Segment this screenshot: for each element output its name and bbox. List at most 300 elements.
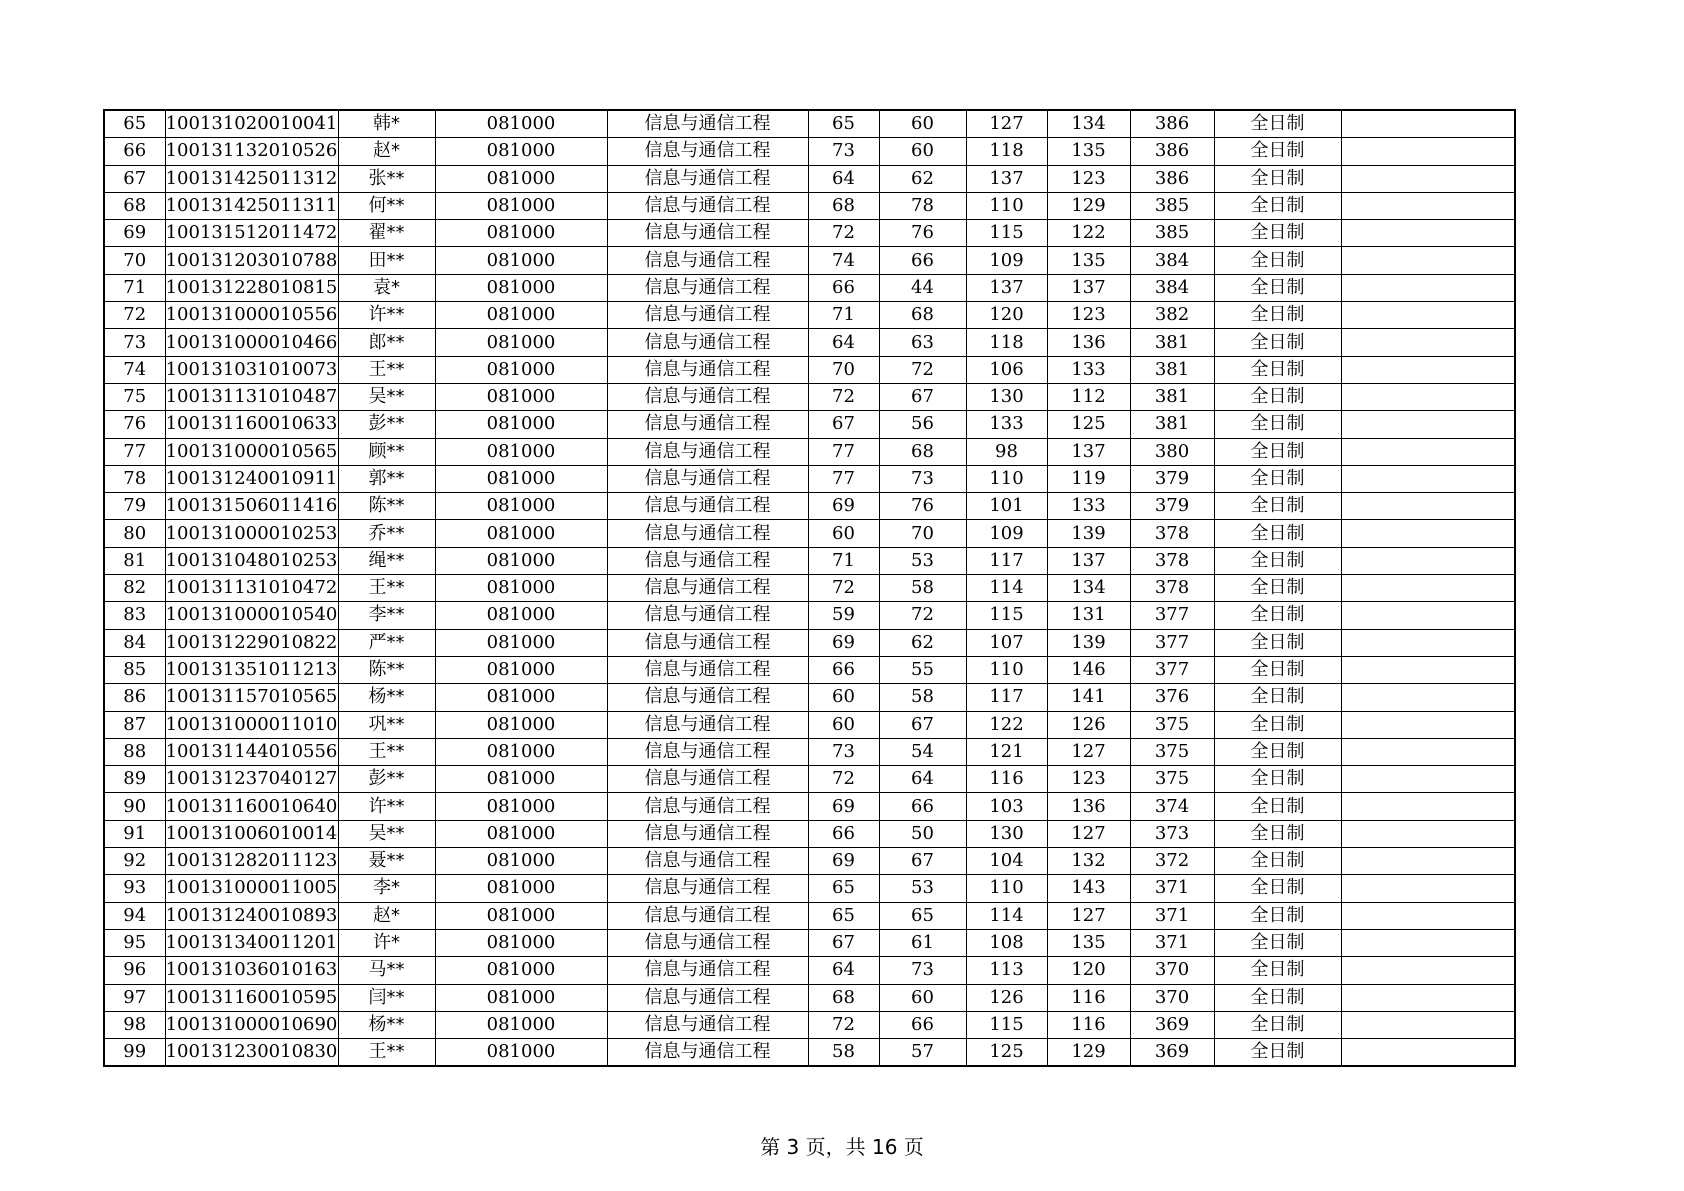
cell-score-politics: 66 — [808, 820, 879, 847]
cell-score-math: 137 — [966, 165, 1047, 192]
cell-score-politics: 59 — [808, 602, 879, 629]
cell-remarks — [1341, 438, 1515, 465]
cell-row-index: 86 — [104, 684, 165, 711]
cell-study-mode: 全日制 — [1214, 820, 1341, 847]
cell-score-english: 64 — [879, 766, 966, 793]
cell-score-total: 380 — [1130, 438, 1214, 465]
cell-row-index: 92 — [104, 848, 165, 875]
cell-row-index: 81 — [104, 547, 165, 574]
cell-score-english: 61 — [879, 929, 966, 956]
cell-exam-id: 100131000011005 — [165, 875, 338, 902]
cell-exam-id: 100131131010472 — [165, 575, 338, 602]
cell-remarks — [1341, 383, 1515, 410]
cell-score-math: 103 — [966, 793, 1047, 820]
cell-remarks — [1341, 520, 1515, 547]
table-row — [104, 383, 1515, 410]
cell-study-mode: 全日制 — [1214, 520, 1341, 547]
cell-major-name: 信息与通信工程 — [607, 1039, 808, 1067]
cell-score-total: 377 — [1130, 602, 1214, 629]
cell-remarks — [1341, 957, 1515, 984]
cell-row-index: 65 — [104, 110, 165, 138]
cell-score-total: 382 — [1130, 302, 1214, 329]
cell-major-name: 信息与通信工程 — [607, 875, 808, 902]
cell-name: 乔** — [338, 520, 435, 547]
cell-remarks — [1341, 656, 1515, 683]
cell-score-english: 60 — [879, 138, 966, 165]
cell-score-total: 375 — [1130, 766, 1214, 793]
cell-row-index: 90 — [104, 793, 165, 820]
cell-remarks — [1341, 575, 1515, 602]
cell-score-politics: 68 — [808, 984, 879, 1011]
cell-major-code: 081000 — [435, 438, 607, 465]
cell-score-professional: 146 — [1047, 656, 1130, 683]
cell-name: 吴** — [338, 820, 435, 847]
cell-row-index: 75 — [104, 383, 165, 410]
cell-exam-id: 100131240010893 — [165, 902, 338, 929]
cell-score-professional: 135 — [1047, 929, 1130, 956]
table-row — [104, 929, 1515, 956]
cell-name: 王** — [338, 738, 435, 765]
cell-study-mode: 全日制 — [1214, 110, 1341, 138]
cell-major-name: 信息与通信工程 — [607, 984, 808, 1011]
cell-score-english: 62 — [879, 629, 966, 656]
cell-remarks — [1341, 138, 1515, 165]
cell-name: 马** — [338, 957, 435, 984]
cell-score-politics: 67 — [808, 929, 879, 956]
cell-row-index: 74 — [104, 356, 165, 383]
cell-score-total: 377 — [1130, 629, 1214, 656]
cell-row-index: 89 — [104, 766, 165, 793]
cell-score-professional: 139 — [1047, 520, 1130, 547]
cell-score-professional: 135 — [1047, 247, 1130, 274]
cell-score-english: 63 — [879, 329, 966, 356]
cell-major-code: 081000 — [435, 929, 607, 956]
cell-score-english: 72 — [879, 356, 966, 383]
cell-score-politics: 64 — [808, 165, 879, 192]
cell-score-politics: 69 — [808, 493, 879, 520]
cell-remarks — [1341, 192, 1515, 219]
cell-study-mode: 全日制 — [1214, 438, 1341, 465]
cell-exam-id: 100131048010253 — [165, 547, 338, 574]
cell-score-english: 76 — [879, 220, 966, 247]
cell-score-politics: 77 — [808, 438, 879, 465]
cell-score-math: 115 — [966, 220, 1047, 247]
cell-score-professional: 131 — [1047, 602, 1130, 629]
cell-score-math: 98 — [966, 438, 1047, 465]
cell-study-mode: 全日制 — [1214, 274, 1341, 301]
cell-major-code: 081000 — [435, 329, 607, 356]
cell-remarks — [1341, 329, 1515, 356]
cell-score-professional: 112 — [1047, 383, 1130, 410]
cell-exam-id: 100131340011201 — [165, 929, 338, 956]
cell-study-mode: 全日制 — [1214, 629, 1341, 656]
cell-score-total: 381 — [1130, 383, 1214, 410]
table-row — [104, 711, 1515, 738]
cell-score-professional: 132 — [1047, 848, 1130, 875]
cell-remarks — [1341, 766, 1515, 793]
cell-exam-id: 100131230010830 — [165, 1039, 338, 1067]
table-row — [104, 875, 1515, 902]
cell-exam-id: 100131425011311 — [165, 192, 338, 219]
cell-remarks — [1341, 820, 1515, 847]
cell-name: 郎** — [338, 329, 435, 356]
cell-exam-id: 100131031010073 — [165, 356, 338, 383]
cell-score-math: 109 — [966, 247, 1047, 274]
cell-name: 田** — [338, 247, 435, 274]
cell-score-math: 130 — [966, 383, 1047, 410]
cell-score-politics: 66 — [808, 656, 879, 683]
cell-score-total: 371 — [1130, 902, 1214, 929]
cell-score-professional: 123 — [1047, 165, 1130, 192]
cell-study-mode: 全日制 — [1214, 356, 1341, 383]
cell-score-english: 58 — [879, 575, 966, 602]
cell-score-professional: 129 — [1047, 1039, 1130, 1067]
cell-study-mode: 全日制 — [1214, 220, 1341, 247]
cell-name: 聂** — [338, 848, 435, 875]
table-row — [104, 438, 1515, 465]
cell-row-index: 85 — [104, 656, 165, 683]
cell-name: 韩* — [338, 110, 435, 138]
cell-score-english: 78 — [879, 192, 966, 219]
cell-remarks — [1341, 110, 1515, 138]
cell-name: 赵* — [338, 138, 435, 165]
cell-major-name: 信息与通信工程 — [607, 902, 808, 929]
cell-score-math: 107 — [966, 629, 1047, 656]
cell-major-name: 信息与通信工程 — [607, 520, 808, 547]
cell-score-math: 127 — [966, 110, 1047, 138]
cell-score-english: 65 — [879, 902, 966, 929]
cell-score-politics: 67 — [808, 411, 879, 438]
cell-score-professional: 139 — [1047, 629, 1130, 656]
cell-score-politics: 74 — [808, 247, 879, 274]
table-row — [104, 738, 1515, 765]
cell-score-politics: 64 — [808, 957, 879, 984]
cell-major-code: 081000 — [435, 656, 607, 683]
cell-major-name: 信息与通信工程 — [607, 411, 808, 438]
cell-exam-id: 100131237040127 — [165, 766, 338, 793]
cell-major-name: 信息与通信工程 — [607, 738, 808, 765]
cell-major-code: 081000 — [435, 356, 607, 383]
cell-study-mode: 全日制 — [1214, 247, 1341, 274]
cell-name: 杨** — [338, 1011, 435, 1038]
cell-score-total: 386 — [1130, 110, 1214, 138]
table-row — [104, 1039, 1515, 1067]
cell-row-index: 96 — [104, 957, 165, 984]
cell-major-code: 081000 — [435, 302, 607, 329]
cell-name: 许** — [338, 793, 435, 820]
cell-exam-id: 100131000011010 — [165, 711, 338, 738]
table-row — [104, 329, 1515, 356]
cell-exam-id: 100131203010788 — [165, 247, 338, 274]
cell-score-politics: 65 — [808, 902, 879, 929]
cell-score-professional: 141 — [1047, 684, 1130, 711]
cell-row-index: 71 — [104, 274, 165, 301]
cell-row-index: 94 — [104, 902, 165, 929]
cell-row-index: 84 — [104, 629, 165, 656]
cell-row-index: 80 — [104, 520, 165, 547]
cell-remarks — [1341, 165, 1515, 192]
cell-score-total: 386 — [1130, 165, 1214, 192]
cell-name: 袁* — [338, 274, 435, 301]
cell-score-english: 55 — [879, 656, 966, 683]
cell-remarks — [1341, 1011, 1515, 1038]
cell-remarks — [1341, 711, 1515, 738]
cell-score-total: 386 — [1130, 138, 1214, 165]
cell-score-english: 68 — [879, 438, 966, 465]
cell-major-name: 信息与通信工程 — [607, 766, 808, 793]
cell-name: 彭** — [338, 766, 435, 793]
cell-major-name: 信息与通信工程 — [607, 957, 808, 984]
cell-score-english: 56 — [879, 411, 966, 438]
cell-score-math: 109 — [966, 520, 1047, 547]
cell-name: 张** — [338, 165, 435, 192]
cell-score-total: 371 — [1130, 875, 1214, 902]
cell-major-code: 081000 — [435, 493, 607, 520]
cell-score-math: 125 — [966, 1039, 1047, 1067]
cell-name: 陈** — [338, 493, 435, 520]
cell-score-politics: 70 — [808, 356, 879, 383]
cell-name: 何** — [338, 192, 435, 219]
cell-score-politics: 72 — [808, 766, 879, 793]
table-row — [104, 165, 1515, 192]
cell-score-politics: 65 — [808, 875, 879, 902]
cell-study-mode: 全日制 — [1214, 547, 1341, 574]
cell-row-index: 72 — [104, 302, 165, 329]
cell-row-index: 77 — [104, 438, 165, 465]
table-row — [104, 1011, 1515, 1038]
cell-major-name: 信息与通信工程 — [607, 684, 808, 711]
cell-score-politics: 58 — [808, 1039, 879, 1067]
cell-exam-id: 100131351011213 — [165, 656, 338, 683]
cell-major-code: 081000 — [435, 684, 607, 711]
cell-study-mode: 全日制 — [1214, 165, 1341, 192]
table-row — [104, 984, 1515, 1011]
table-row — [104, 957, 1515, 984]
cell-study-mode: 全日制 — [1214, 875, 1341, 902]
cell-remarks — [1341, 547, 1515, 574]
page-footer: 第 3 页，共 16 页 — [760, 1135, 924, 1159]
cell-score-total: 376 — [1130, 684, 1214, 711]
cell-major-code: 081000 — [435, 411, 607, 438]
cell-score-english: 50 — [879, 820, 966, 847]
cell-major-name: 信息与通信工程 — [607, 110, 808, 138]
cell-study-mode: 全日制 — [1214, 793, 1341, 820]
cell-major-code: 081000 — [435, 766, 607, 793]
cell-score-professional: 136 — [1047, 793, 1130, 820]
cell-remarks — [1341, 984, 1515, 1011]
cell-major-code: 081000 — [435, 984, 607, 1011]
cell-major-code: 081000 — [435, 902, 607, 929]
cell-score-total: 374 — [1130, 793, 1214, 820]
cell-score-math: 114 — [966, 902, 1047, 929]
cell-exam-id: 100131160010595 — [165, 984, 338, 1011]
cell-score-professional: 137 — [1047, 547, 1130, 574]
cell-score-politics: 65 — [808, 110, 879, 138]
cell-score-professional: 116 — [1047, 1011, 1130, 1038]
cell-major-name: 信息与通信工程 — [607, 329, 808, 356]
cell-score-politics: 60 — [808, 520, 879, 547]
cell-major-name: 信息与通信工程 — [607, 220, 808, 247]
cell-score-total: 385 — [1130, 220, 1214, 247]
cell-score-professional: 137 — [1047, 438, 1130, 465]
cell-major-name: 信息与通信工程 — [607, 356, 808, 383]
cell-major-name: 信息与通信工程 — [607, 629, 808, 656]
cell-score-math: 122 — [966, 711, 1047, 738]
cell-name: 赵* — [338, 902, 435, 929]
cell-major-name: 信息与通信工程 — [607, 138, 808, 165]
cell-major-code: 081000 — [435, 465, 607, 492]
cell-major-code: 081000 — [435, 383, 607, 410]
cell-remarks — [1341, 274, 1515, 301]
cell-remarks — [1341, 793, 1515, 820]
cell-name: 王** — [338, 356, 435, 383]
table-row — [104, 138, 1515, 165]
cell-score-math: 110 — [966, 465, 1047, 492]
cell-major-code: 081000 — [435, 629, 607, 656]
cell-major-name: 信息与通信工程 — [607, 302, 808, 329]
cell-score-professional: 133 — [1047, 493, 1130, 520]
cell-study-mode: 全日制 — [1214, 575, 1341, 602]
cell-score-politics: 71 — [808, 547, 879, 574]
cell-name: 许** — [338, 302, 435, 329]
cell-score-professional: 125 — [1047, 411, 1130, 438]
cell-exam-id: 100131000010253 — [165, 520, 338, 547]
table-row — [104, 656, 1515, 683]
table-row — [104, 110, 1515, 138]
cell-score-professional: 134 — [1047, 110, 1130, 138]
cell-major-name: 信息与通信工程 — [607, 711, 808, 738]
cell-study-mode: 全日制 — [1214, 465, 1341, 492]
cell-score-total: 369 — [1130, 1011, 1214, 1038]
table-row — [104, 602, 1515, 629]
cell-score-math: 114 — [966, 575, 1047, 602]
cell-major-code: 081000 — [435, 138, 607, 165]
table-row — [104, 793, 1515, 820]
cell-major-code: 081000 — [435, 1011, 607, 1038]
table-row — [104, 465, 1515, 492]
cell-score-english: 73 — [879, 957, 966, 984]
cell-name: 严** — [338, 629, 435, 656]
cell-score-english: 67 — [879, 711, 966, 738]
cell-score-professional: 122 — [1047, 220, 1130, 247]
cell-study-mode: 全日制 — [1214, 848, 1341, 875]
cell-score-english: 53 — [879, 875, 966, 902]
cell-score-math: 120 — [966, 302, 1047, 329]
cell-remarks — [1341, 929, 1515, 956]
cell-exam-id: 100131036010163 — [165, 957, 338, 984]
cell-major-name: 信息与通信工程 — [607, 165, 808, 192]
cell-name: 顾** — [338, 438, 435, 465]
cell-study-mode: 全日制 — [1214, 493, 1341, 520]
table-row — [104, 848, 1515, 875]
cell-score-math: 113 — [966, 957, 1047, 984]
cell-row-index: 78 — [104, 465, 165, 492]
cell-score-english: 53 — [879, 547, 966, 574]
cell-name: 彭** — [338, 411, 435, 438]
cell-study-mode: 全日制 — [1214, 1011, 1341, 1038]
cell-score-english: 62 — [879, 165, 966, 192]
cell-major-code: 081000 — [435, 520, 607, 547]
cell-major-code: 081000 — [435, 820, 607, 847]
cell-major-name: 信息与通信工程 — [607, 383, 808, 410]
cell-major-name: 信息与通信工程 — [607, 848, 808, 875]
cell-score-math: 126 — [966, 984, 1047, 1011]
cell-study-mode: 全日制 — [1214, 192, 1341, 219]
score-table-body — [104, 110, 1515, 1066]
cell-score-math: 108 — [966, 929, 1047, 956]
cell-exam-id: 100131132010526 — [165, 138, 338, 165]
cell-score-math: 115 — [966, 602, 1047, 629]
cell-score-politics: 72 — [808, 220, 879, 247]
table-row — [104, 820, 1515, 847]
cell-score-professional: 120 — [1047, 957, 1130, 984]
cell-row-index: 67 — [104, 165, 165, 192]
cell-exam-id: 100131282011123 — [165, 848, 338, 875]
cell-score-politics: 69 — [808, 793, 879, 820]
cell-score-math: 116 — [966, 766, 1047, 793]
cell-exam-id: 100131000010540 — [165, 602, 338, 629]
cell-major-code: 081000 — [435, 738, 607, 765]
cell-score-math: 117 — [966, 684, 1047, 711]
cell-major-code: 081000 — [435, 848, 607, 875]
cell-score-total: 369 — [1130, 1039, 1214, 1067]
cell-major-name: 信息与通信工程 — [607, 192, 808, 219]
cell-score-politics: 68 — [808, 192, 879, 219]
cell-study-mode: 全日制 — [1214, 656, 1341, 683]
table-row — [104, 356, 1515, 383]
cell-exam-id: 100131144010556 — [165, 738, 338, 765]
cell-remarks — [1341, 465, 1515, 492]
cell-row-index: 95 — [104, 929, 165, 956]
cell-major-name: 信息与通信工程 — [607, 1011, 808, 1038]
cell-score-total: 371 — [1130, 929, 1214, 956]
cell-row-index: 87 — [104, 711, 165, 738]
cell-remarks — [1341, 302, 1515, 329]
cell-score-math: 104 — [966, 848, 1047, 875]
cell-remarks — [1341, 220, 1515, 247]
cell-score-english: 54 — [879, 738, 966, 765]
cell-score-english: 72 — [879, 602, 966, 629]
cell-score-math: 106 — [966, 356, 1047, 383]
cell-exam-id: 100131006010014 — [165, 820, 338, 847]
cell-name: 王** — [338, 1039, 435, 1067]
cell-score-total: 377 — [1130, 656, 1214, 683]
cell-major-name: 信息与通信工程 — [607, 820, 808, 847]
table-row — [104, 220, 1515, 247]
cell-score-english: 68 — [879, 302, 966, 329]
cell-major-code: 081000 — [435, 711, 607, 738]
cell-score-professional: 136 — [1047, 329, 1130, 356]
cell-score-english: 76 — [879, 493, 966, 520]
cell-score-english: 67 — [879, 383, 966, 410]
cell-score-politics: 69 — [808, 629, 879, 656]
cell-exam-id: 100131000010690 — [165, 1011, 338, 1038]
cell-study-mode: 全日制 — [1214, 329, 1341, 356]
cell-score-math: 133 — [966, 411, 1047, 438]
cell-row-index: 83 — [104, 602, 165, 629]
cell-name: 巩** — [338, 711, 435, 738]
cell-row-index: 79 — [104, 493, 165, 520]
cell-score-politics: 69 — [808, 848, 879, 875]
cell-name: 闫** — [338, 984, 435, 1011]
cell-major-name: 信息与通信工程 — [607, 547, 808, 574]
cell-major-name: 信息与通信工程 — [607, 274, 808, 301]
cell-score-politics: 73 — [808, 738, 879, 765]
cell-exam-id: 100131512011472 — [165, 220, 338, 247]
cell-score-english: 70 — [879, 520, 966, 547]
cell-exam-id: 100131228010815 — [165, 274, 338, 301]
cell-exam-id: 100131000010466 — [165, 329, 338, 356]
